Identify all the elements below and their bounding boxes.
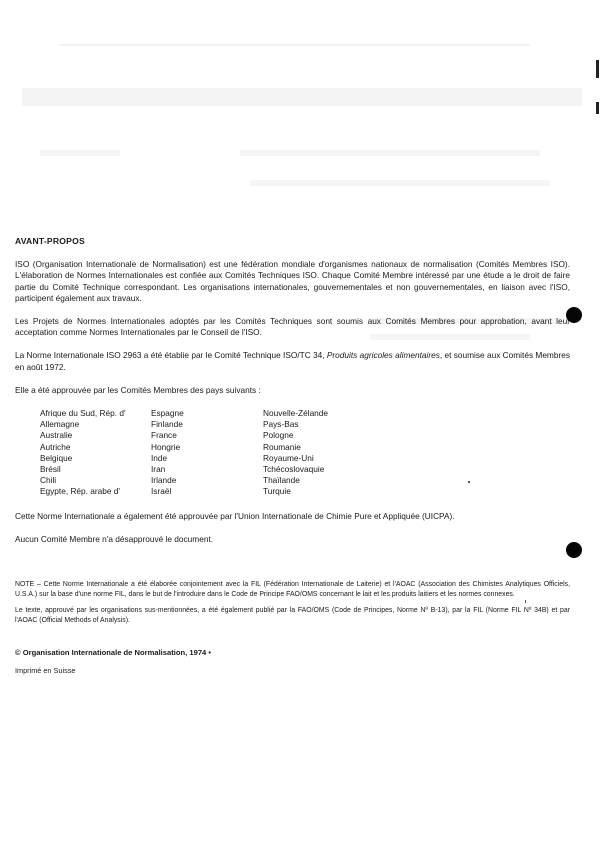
country-name: Israël <box>151 486 172 497</box>
edge-mark <box>596 60 599 78</box>
country-name: Belgique <box>40 452 73 463</box>
country-name: Irlande <box>151 475 177 486</box>
country-name: France <box>151 430 177 441</box>
country-column <box>263 408 328 498</box>
note-paragraph: Le texte, approuvé par les organisations sus-mentionnées, a été également publié par la FAO/OMS (Code de Principes, Norme Nº B-13), par la FIL (Norme FIL Nº 34B) et par l'AOAC (Official Methods of Analysis). <box>15 607 570 624</box>
country-name: Autriche <box>40 441 71 452</box>
paragraph-approval-intro: Elle a été approuvée par les Comités Membres des pays suivants : <box>15 384 261 395</box>
paragraph-no-disapproval: Aucun Comité Membre n'a désapprouvé le document. <box>15 534 214 545</box>
country-name: Pologne <box>263 430 294 441</box>
country-name: Egypte, Rép. arabe d' <box>40 486 120 497</box>
paragraph-standard-origin <box>15 350 570 372</box>
country-name: Turquie <box>263 486 291 497</box>
country-name: Finlande <box>151 419 183 430</box>
country-name: Pays-Bas <box>263 419 299 430</box>
country-name: Australie <box>40 430 73 441</box>
copyright-notice: © Organisation Internationale de Normalisation, 1974 • <box>15 648 212 658</box>
note-paragraph: NOTE – Cette Norme Internationale a été élaborée conjointement avec la FIL (Fédération Internationale de Laiterie) et l'AOAC (Association des Chimistes Analytiques Officiels, U.S.A.) sur la base d'une norme FIL, dans le but de l'introduire dans le Code de Principe FAO/OMS concernant le lait et les produits laitiers et les normes connexes. <box>15 581 570 598</box>
country-name: Royaume-Uni <box>263 452 314 463</box>
country-name: Nouvelle-Zélande <box>263 408 329 419</box>
edge-mark <box>596 102 599 114</box>
printed-in: Imprimé en Suisse <box>15 665 76 675</box>
country-name: Allemagne <box>40 419 80 430</box>
country-name: Brésil <box>40 464 61 475</box>
country-name: Afrique du Sud, Rép. d' <box>40 408 126 419</box>
country-name: Iran <box>151 464 166 475</box>
section-heading: AVANT-PROPOS <box>15 236 85 246</box>
paragraph-text: La Norme Internationale ISO 2963 a été établie par le Comité Technique ISO/TC 34, <box>15 350 327 361</box>
country-name: Chili <box>40 475 57 486</box>
paragraph-draft-standards: Les Projets de Normes Internationales adoptés par les Comités Techniques sont soumis aux Comités Membres pour approbation, avant leur acceptation comme Normes Internationales par le Conseil de l'ISO. <box>15 316 570 338</box>
bleed-through-line <box>60 44 530 46</box>
country-name: Thaïlande <box>263 475 300 486</box>
committee-title: Produits agricoles alimentaires <box>326 350 440 361</box>
country-name: Hongrie <box>151 441 181 452</box>
document-body <box>15 236 570 676</box>
paragraph-iupac-approval: Cette Norme Internationale a également été approuvée par l'Union Internationale de Chimie Pure et Appliquée (UICPA). <box>15 511 455 522</box>
bleed-through-line <box>240 150 540 156</box>
note-block <box>15 580 570 625</box>
paragraph-text: , et soumise aux Comités Membres en août 1972. <box>15 350 570 372</box>
country-list <box>40 408 570 500</box>
country-name: Espagne <box>151 408 184 419</box>
country-name: Roumanie <box>263 441 301 452</box>
bleed-through-line <box>250 180 550 186</box>
country-column <box>40 408 126 498</box>
bleed-through-line <box>22 88 582 106</box>
bleed-through-line <box>40 150 120 156</box>
country-name: Tchécoslovaquie <box>263 464 325 475</box>
paragraph-iso-intro: ISO (Organisation Internationale de Normalisation) est une fédération mondiale d'organismes nationaux de normalisation (Comités Membres ISO). L'élaboration de Normes Internationales est confiée aux Comités Techniques ISO. Chaque Comité Membre intéressé par une étude a le droit de faire partie du Comité Technique correspondant. Les organisations internationales, gouvernementales et non gouvernementales, en liaison avec l'ISO, participent également aux travaux. <box>15 259 570 303</box>
country-name: Inde <box>151 452 168 463</box>
country-column <box>151 408 184 498</box>
